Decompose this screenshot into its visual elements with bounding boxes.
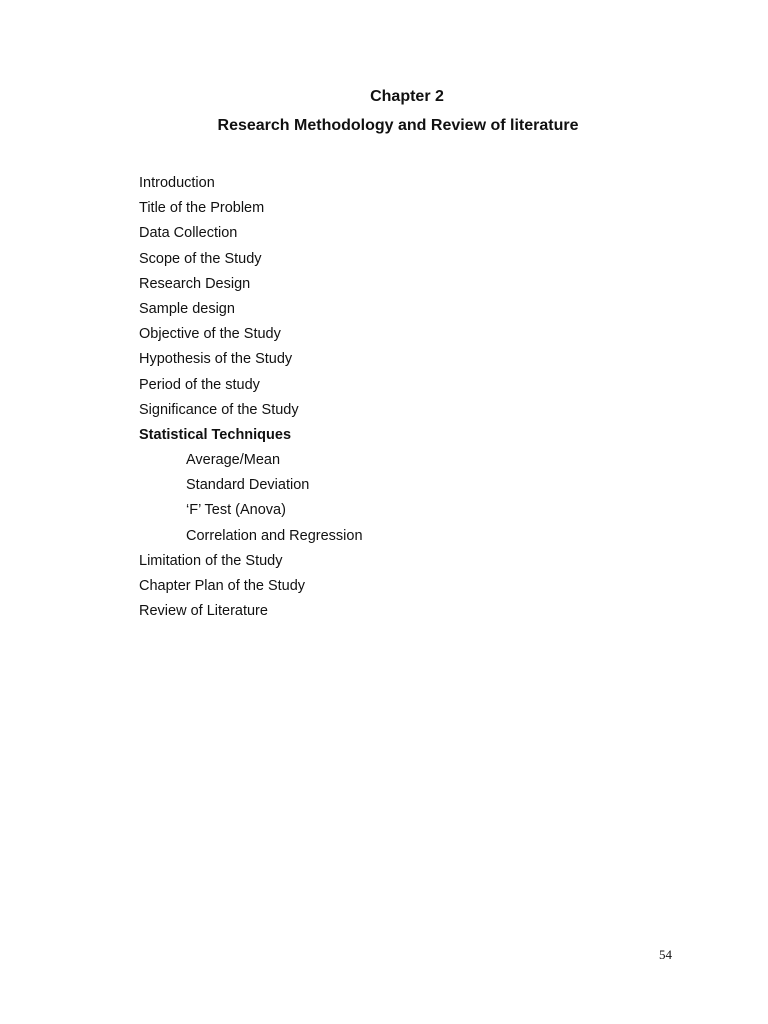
contents-item: Research Design	[139, 275, 251, 292]
contents-subitem: Correlation and Regression	[186, 527, 363, 544]
chapter-title: Research Methodology and Review of literature	[217, 117, 579, 134]
contents-subitem: Average/Mean	[186, 452, 281, 469]
contents-item: Data Collection	[139, 225, 238, 242]
contents-section-heading: Statistical Techniques	[139, 426, 292, 443]
contents-item: Hypothesis of the Study	[139, 351, 293, 368]
page-number: 54	[659, 947, 672, 962]
contents-item: Significance of the Study	[139, 401, 299, 418]
contents-subitem: ‘F’ Test (Anova)	[186, 502, 286, 519]
contents-item: Title of the Problem	[139, 200, 265, 217]
contents-item: Period of the study	[139, 376, 260, 393]
contents-item: Introduction	[139, 175, 215, 191]
contents-item: Sample design	[139, 300, 235, 317]
chapter-number: Chapter 2	[370, 88, 444, 105]
contents-item: Review of Literature	[139, 603, 268, 620]
contents-item: Chapter Plan of the Study	[139, 578, 306, 594]
contents-subitem: Standard Deviation	[186, 477, 310, 494]
contents-item: Objective of the Study	[139, 326, 281, 343]
contents-item: Limitation of the Study	[139, 552, 283, 569]
chapter-contents-list	[139, 172, 363, 625]
contents-item: Scope of the Study	[139, 250, 262, 267]
